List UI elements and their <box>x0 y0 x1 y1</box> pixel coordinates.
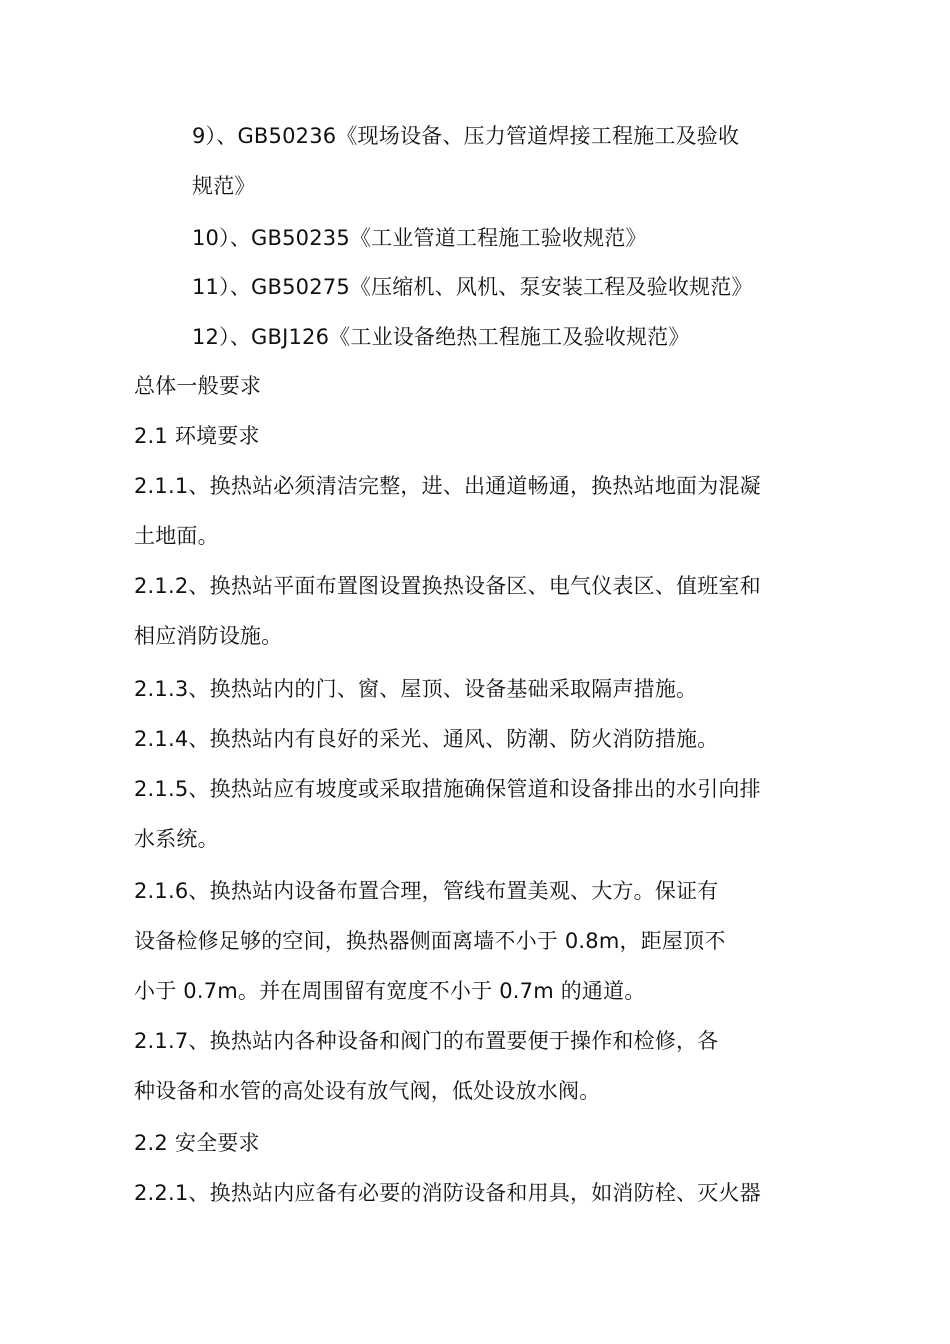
clause-2-1-1: 2.1.1、换热站必须清洁完整，进、出通道畅通，换热站地面为混凝 <box>134 474 761 498</box>
clause-2-1-7: 2.1.7、换热站内各种设备和阀门的布置要便于操作和检修，各 <box>134 1029 719 1053</box>
clause-2-1-7-continued: 种设备和水管的高处设有放气阀，低处设放水阀。 <box>134 1079 601 1103</box>
clause-2-2-1: 2.2.1、换热站内应备有必要的消防设备和用具，如消防栓、灭火器 <box>134 1181 761 1205</box>
reference-item-9-continued: 规范》 <box>192 174 256 198</box>
reference-item-10: 10）、GB50235《工业管道工程施工验收规范》 <box>192 226 647 250</box>
clause-2-1-3: 2.1.3、换热站内的门、窗、屋顶、设备基础采取隔声措施。 <box>134 677 698 701</box>
reference-item-11: 11）、GB50275《压缩机、风机、泵安装工程及验收规范》 <box>192 275 753 299</box>
clause-2-1-5-continued: 水系统。 <box>134 827 219 851</box>
clause-2-1-6-continued-2: 小于 0.7m。并在周围留有宽度不小于 0.7m 的通道。 <box>134 979 646 1003</box>
clause-2-1-1-continued: 土地面。 <box>134 524 219 548</box>
clause-2-1-2-continued: 相应消防设施。 <box>134 624 283 648</box>
subsection-heading-safety: 2.2 安全要求 <box>134 1131 260 1155</box>
clause-2-1-6-continued-1: 设备检修足够的空间，换热器侧面离墙不小于 0.8m，距屋顶不 <box>134 929 726 953</box>
clause-2-1-5: 2.1.5、换热站应有坡度或采取措施确保管道和设备排出的水引向排 <box>134 777 761 801</box>
clause-2-1-2: 2.1.2、换热站平面布置图设置换热设备区、电气仪表区、值班室和 <box>134 574 761 598</box>
clause-2-1-4: 2.1.4、换热站内有良好的采光、通风、防潮、防火消防措施。 <box>134 727 719 751</box>
section-heading: 总体一般要求 <box>134 374 262 398</box>
clause-2-1-6: 2.1.6、换热站内设备布置合理，管线布置美观、大方。保证有 <box>134 879 719 903</box>
reference-item-9: 9）、GB50236《现场设备、压力管道焊接工程施工及验收 <box>192 124 740 148</box>
reference-item-12: 12）、GBJ126《工业设备绝热工程施工及验收规范》 <box>192 325 690 349</box>
subsection-heading-environment: 2.1 环境要求 <box>134 424 260 448</box>
